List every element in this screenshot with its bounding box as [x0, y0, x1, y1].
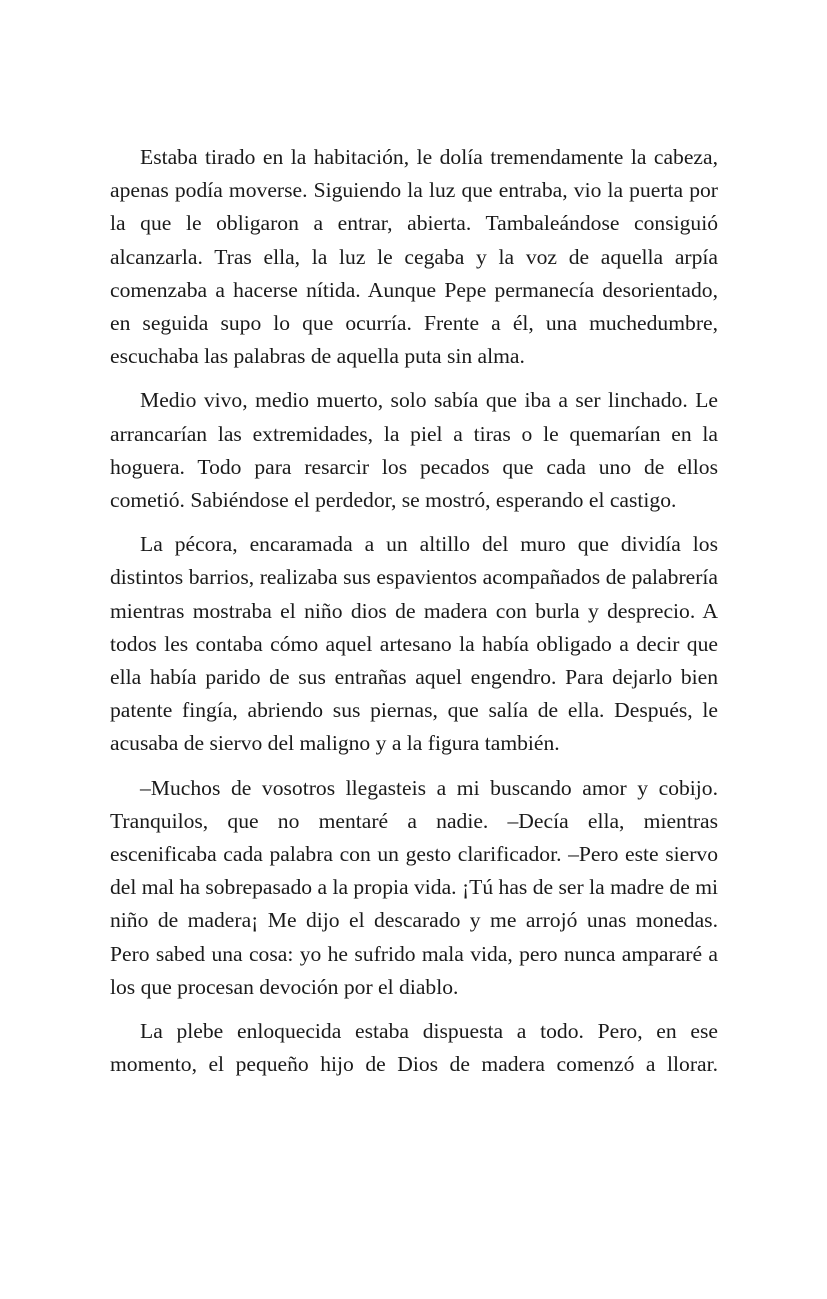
paragraph-3: La pécora, encaramada a un altillo del muro que dividía los distintos barrios, realizaba sus espavientos acompañados de palabrería mientras mostraba el niño dios de madera con burla y desprecio. A todos les contaba cómo aquel artesano la había obligado a decir que ella había parido de sus entrañas aquel engendro. Para dejarlo bien patente fingía, abriendo sus piernas, que salía de ella. Después, le acusaba de siervo del maligno y a la figura también. [110, 532, 718, 756]
page-body [110, 141, 718, 1092]
paragraph-5: La plebe enloquecida estaba dispuesta a todo. Pero, en ese momento, el pequeño hijo de Dios de madera comenzó a llorar. [110, 1019, 718, 1077]
paragraph-2: Medio vivo, medio muerto, solo sabía que iba a ser linchado. Le arrancarían las extremidades, la piel a tiras o le quemarían en la hoguera. Todo para resarcir los pecados que cada uno de ellos cometió. Sabiéndose el perdedor, se mostró, esperando el castigo. [110, 388, 718, 513]
paragraph-1: Estaba tirado en la habitación, le dolía tremendamente la cabeza, apenas podía moverse. Siguiendo la luz que entraba, vio la puerta por la que le obligaron a entrar, abierta. Tambaleándose consiguió alcanzarla. Tras ella, la luz le cegaba y la voz de aquella arpía comenzaba a hacerse nítida. Aunque Pepe permanecía desorientado, en seguida supo lo que ocurría. Frente a él, una muchedumbre, escuchaba las palabras de aquella puta sin alma. [110, 145, 718, 369]
paragraph-4: –Muchos de vosotros llegasteis a mi buscando amor y cobijo. Tranquilos, que no mentaré a nadie. –Decía ella, mientras escenificaba cada palabra con un gesto clarificador. –Pero este siervo del mal ha sobrepasado a la propia vida. ¡Tú has de ser la madre de mi niño de madera¡ Me dijo el descarado y me arrojó unas monedas. Pero sabed una cosa: yo he sufrido mala vida, pero nunca ampararé a los que procesan devoción por el diablo. [110, 775, 718, 999]
